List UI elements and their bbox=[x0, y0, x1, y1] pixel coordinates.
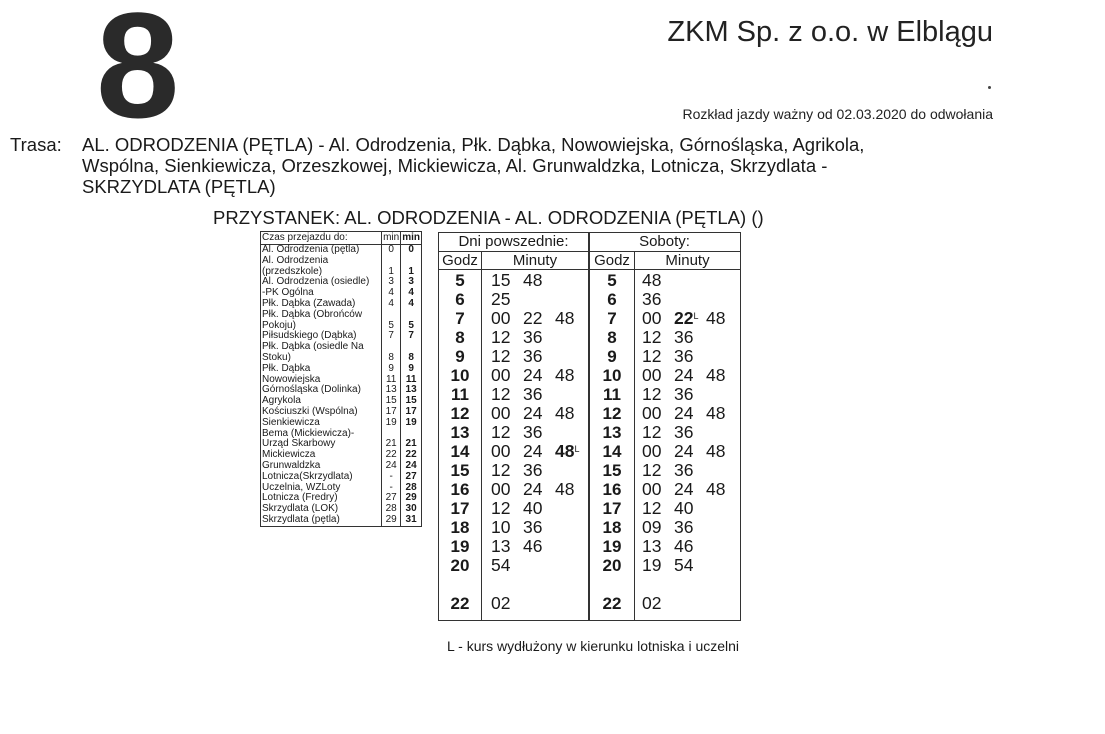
travel-time-min1: - bbox=[382, 483, 401, 494]
company-name: ZKM Sp. z o.o. w Elblągu bbox=[667, 16, 993, 48]
weekdays-minutes bbox=[491, 556, 523, 575]
saturdays-title: Soboty: bbox=[639, 233, 690, 250]
travel-time-min2: 13 bbox=[401, 385, 421, 396]
departure-minute: 12 bbox=[491, 460, 511, 480]
saturday-hour-divider bbox=[634, 251, 635, 620]
saturdays-hour: 12 bbox=[602, 404, 622, 423]
travel-time-stop: Lotnicza (Fredry) bbox=[262, 492, 338, 504]
travel-time-min1: 1 bbox=[382, 256, 401, 278]
travel-time-min2: 11 bbox=[401, 375, 421, 386]
travel-time-min2: 28 bbox=[401, 483, 421, 494]
departure-minute: 46 bbox=[674, 536, 694, 556]
travel-time-stop: Płk. Dąbka bbox=[262, 362, 311, 374]
travel-time-stop: Bema (Mickiewicza)-Urząd Skarbowy bbox=[262, 427, 355, 450]
departure-minute: 48 bbox=[706, 403, 726, 423]
departure-minute: 09 bbox=[642, 517, 662, 537]
travel-time-stop: -PK Ogólna bbox=[262, 287, 314, 299]
saturdays-hour: 16 bbox=[602, 480, 622, 499]
travel-time-min1: 27 bbox=[382, 493, 401, 504]
travel-time-min1: 15 bbox=[382, 396, 401, 407]
saturdays-hour: 11 bbox=[603, 385, 621, 404]
travel-time-min1: 24 bbox=[382, 461, 401, 472]
saturdays-hour: 13 bbox=[602, 423, 622, 442]
departure-minute: 48 bbox=[706, 365, 726, 385]
saturdays-minutes bbox=[642, 347, 706, 366]
departure-minute: 00 bbox=[491, 479, 511, 499]
weekdays-hour: 12 bbox=[450, 404, 470, 423]
saturdays-hour: 14 bbox=[602, 442, 622, 461]
saturdays-minutes bbox=[642, 537, 706, 556]
dot-mark bbox=[988, 86, 991, 89]
departure-minute: 24 bbox=[674, 441, 694, 461]
saturdays-hour: 7 bbox=[607, 309, 617, 328]
departure-minute: 40 bbox=[523, 498, 543, 518]
travel-time-stop: Płk. Dąbka (Zawada) bbox=[262, 297, 356, 309]
travel-time-min1: 9 bbox=[382, 364, 401, 375]
weekdays-hour: 17 bbox=[450, 499, 470, 518]
weekdays-minutes bbox=[491, 461, 555, 480]
departure-minute: 36 bbox=[642, 289, 662, 309]
saturdays-hour: 10 bbox=[602, 366, 622, 385]
weekdays-hour: 15 bbox=[450, 461, 470, 480]
departure-minute: 00 bbox=[642, 441, 662, 461]
departure-minute: 12 bbox=[642, 346, 662, 366]
departure-minute: 22 bbox=[523, 308, 543, 328]
saturdays-minutes bbox=[642, 518, 706, 537]
saturdays-minutes bbox=[642, 328, 706, 347]
travel-time-min2: 30 bbox=[401, 504, 421, 515]
weekdays-minutes bbox=[491, 518, 555, 537]
saturdays-minutes bbox=[642, 366, 738, 385]
travel-time-stop: Skrzydlata (pętla) bbox=[262, 513, 340, 525]
saturdays-hour: 8 bbox=[607, 328, 617, 347]
departure-minute: 48 bbox=[555, 479, 575, 499]
travel-time-min1: 4 bbox=[382, 299, 401, 310]
saturdays-hour: 17 bbox=[602, 499, 622, 518]
departure-minute: 00 bbox=[642, 308, 662, 328]
travel-time-row bbox=[261, 418, 421, 429]
travel-time-min1: 8 bbox=[382, 342, 401, 364]
timetable bbox=[438, 232, 741, 621]
travel-time-min1: - bbox=[382, 472, 401, 483]
weekdays-minutes bbox=[491, 366, 587, 385]
travel-time-stop: Al. Odrodzenia (osiedle) bbox=[262, 276, 370, 288]
travel-time-row bbox=[261, 364, 421, 375]
weekdays-hour: 13 bbox=[450, 423, 470, 442]
travel-time-header bbox=[261, 232, 421, 245]
route-text: AL. ODRODZENIA (PĘTLA) - Al. Odrodzenia, Płk. Dąbka, Nowowiejska, Górnośląska, Agrikola, Wspólna, Sienkiewicza, Orzeszkowej, Mickiewicza, Al. Grunwaldzka, Lotnicza, Skrzydlata - SKRZYDLATA (PĘTLA) bbox=[82, 134, 865, 197]
saturdays-hour: 19 bbox=[602, 537, 622, 556]
travel-time-min2: 19 bbox=[401, 418, 421, 429]
departure-minute: 48 bbox=[706, 479, 726, 499]
weekdays-minutes bbox=[491, 594, 523, 613]
departure-minute: 36 bbox=[674, 460, 694, 480]
departure-minute: 12 bbox=[491, 327, 511, 347]
travel-time-min1: 7 bbox=[382, 331, 401, 342]
departure-minute: 36 bbox=[523, 517, 543, 537]
travel-time-stop: Lotnicza(Skrzydlata) bbox=[262, 470, 353, 482]
travel-time-min1: 28 bbox=[382, 504, 401, 515]
travel-time-stop: Skrzydlata (LOK) bbox=[262, 503, 339, 515]
travel-time-row bbox=[261, 429, 421, 451]
travel-time-min2: 15 bbox=[401, 396, 421, 407]
departure-minute: 00 bbox=[491, 403, 511, 423]
departure-minute: 19 bbox=[642, 555, 662, 575]
weekdays-minutes bbox=[491, 442, 587, 461]
travel-time-stop: Uczelnia, WZLoty bbox=[262, 481, 341, 493]
departure-minute: 13 bbox=[491, 536, 511, 556]
saturdays-hour: 6 bbox=[607, 290, 617, 309]
weekdays-minutes bbox=[491, 271, 555, 290]
departure-minute: 48 bbox=[555, 403, 575, 423]
travel-time-row bbox=[261, 256, 421, 278]
departure-minute: 48 bbox=[523, 270, 543, 290]
departure-minute: 40 bbox=[674, 498, 694, 518]
departure-minute: 00 bbox=[491, 441, 511, 461]
saturdays-minutes bbox=[642, 461, 706, 480]
travel-time-min1: 13 bbox=[382, 385, 401, 396]
saturdays-minutes bbox=[642, 385, 706, 404]
departure-minute bbox=[674, 309, 706, 328]
extended-mark: L bbox=[574, 444, 580, 454]
departure-minute: 24 bbox=[523, 403, 543, 423]
route-block bbox=[10, 134, 930, 197]
travel-time-min2: 27 bbox=[401, 472, 421, 483]
line-number: 8 bbox=[96, 0, 176, 149]
departure-minute: 00 bbox=[491, 365, 511, 385]
weekdays-hour: 7 bbox=[455, 309, 465, 328]
saturdays-hour: 5 bbox=[607, 271, 617, 290]
travel-time-min2: 4 bbox=[401, 299, 421, 310]
weekdays-hour: 22 bbox=[450, 594, 470, 613]
travel-time-stop: Al. Odrodzenia (pętla) bbox=[262, 244, 360, 255]
travel-time-min2: 21 bbox=[401, 429, 421, 451]
saturdays-hour-header: Godz bbox=[594, 252, 630, 269]
saturdays-hour: 20 bbox=[602, 556, 622, 575]
travel-time-stop: Sienkiewicza bbox=[262, 416, 320, 428]
travel-time-min1: 21 bbox=[382, 429, 401, 451]
weekdays-minutes bbox=[491, 499, 555, 518]
travel-time-header-min1: min bbox=[383, 232, 400, 244]
departure-minute: 00 bbox=[642, 403, 662, 423]
saturdays-minutes bbox=[642, 271, 674, 290]
departure-minute: 13 bbox=[642, 536, 662, 556]
travel-time-stop: Płk. Dąbka (Obrońców Pokoju) bbox=[262, 308, 363, 331]
weekdays-minutes bbox=[491, 423, 555, 442]
validity-note: Rozkład jazdy ważny od 02.03.2020 do odwołania bbox=[682, 106, 993, 122]
departure-minute bbox=[555, 442, 587, 461]
travel-time-min1: 29 bbox=[382, 515, 401, 526]
travel-time-min1: 17 bbox=[382, 407, 401, 418]
extended-mark: L bbox=[693, 311, 699, 321]
departure-minute: 36 bbox=[674, 346, 694, 366]
travel-time-row bbox=[261, 342, 421, 364]
extended-departure-minute: 22 bbox=[674, 308, 694, 328]
departure-minute: 00 bbox=[642, 365, 662, 385]
departure-minute: 48 bbox=[706, 308, 726, 328]
departure-minute: 12 bbox=[642, 384, 662, 404]
departure-minute: 02 bbox=[491, 593, 511, 613]
departure-minute: 24 bbox=[523, 441, 543, 461]
weekdays-title: Dni powszednie: bbox=[458, 233, 569, 250]
saturdays-minutes-header: Minuty bbox=[665, 252, 710, 269]
departure-minute: 36 bbox=[674, 517, 694, 537]
weekdays-hour: 10 bbox=[450, 366, 470, 385]
weekdays-hour: 8 bbox=[455, 328, 465, 347]
weekdays-hour: 20 bbox=[450, 556, 470, 575]
travel-time-min1: 11 bbox=[382, 375, 401, 386]
travel-time-row bbox=[261, 472, 421, 483]
saturdays-hour: 9 bbox=[607, 347, 617, 366]
travel-time-min2: 8 bbox=[401, 342, 421, 364]
departure-minute: 12 bbox=[642, 460, 662, 480]
weekdays-hour: 14 bbox=[450, 442, 470, 461]
travel-time-stop: Agrykola bbox=[262, 395, 301, 407]
saturdays-minutes bbox=[642, 309, 738, 328]
weekdays-minutes-header: Minuty bbox=[512, 252, 558, 269]
travel-time-stop: Kościuszki (Wspólna) bbox=[262, 405, 358, 417]
travel-time-min1: 5 bbox=[382, 310, 401, 332]
departure-minute: 24 bbox=[674, 479, 694, 499]
weekdays-hour-header: Godz bbox=[442, 252, 478, 269]
travel-time-stop: Piłsudskiego (Dąbka) bbox=[262, 330, 357, 342]
travel-time-min2: 17 bbox=[401, 407, 421, 418]
saturdays-minutes bbox=[642, 442, 738, 461]
departure-minute: 10 bbox=[491, 517, 511, 537]
travel-time-min2: 31 bbox=[401, 515, 421, 526]
departure-minute: 12 bbox=[642, 422, 662, 442]
departure-minute: 24 bbox=[674, 403, 694, 423]
route-label: Trasa: bbox=[10, 134, 62, 155]
travel-time-min2: 24 bbox=[401, 461, 421, 472]
travel-time-min2: 7 bbox=[401, 331, 421, 342]
weekdays-minutes bbox=[491, 290, 523, 309]
departure-minute: 36 bbox=[523, 346, 543, 366]
travel-time-min2: 9 bbox=[401, 364, 421, 375]
departure-minute: 12 bbox=[491, 346, 511, 366]
departure-minute: 54 bbox=[491, 555, 511, 575]
travel-time-stop: Al. Odrodzenia (przedszkole) bbox=[262, 254, 329, 277]
weekdays-hour: 19 bbox=[450, 537, 470, 556]
departure-minute: 12 bbox=[491, 422, 511, 442]
travel-time-min2: 3 bbox=[401, 277, 421, 288]
departure-minute: 25 bbox=[491, 289, 511, 309]
departure-minute: 15 bbox=[491, 270, 511, 290]
travel-time-stop: Grunwaldzka bbox=[262, 459, 321, 471]
travel-time-stop: Płk. Dąbka (osiedle Na Stoku) bbox=[262, 341, 364, 363]
weekdays-minutes bbox=[491, 537, 555, 556]
travel-time-stop: Mickiewicza bbox=[262, 449, 316, 461]
travel-time-min1: 22 bbox=[382, 450, 401, 461]
travel-time-min1: 19 bbox=[382, 418, 401, 429]
travel-time-table bbox=[260, 231, 422, 527]
saturdays-minutes bbox=[642, 423, 706, 442]
departure-minute: 12 bbox=[642, 498, 662, 518]
travel-time-min2: 5 bbox=[401, 310, 421, 332]
weekdays-hour: 11 bbox=[451, 385, 469, 404]
weekdays-hour: 6 bbox=[455, 290, 465, 309]
travel-time-row bbox=[261, 515, 421, 526]
travel-time-min2: 22 bbox=[401, 450, 421, 461]
footnote: L - kurs wydłużony w kierunku lotniska i uczelni bbox=[447, 638, 740, 654]
weekdays-hour: 16 bbox=[450, 480, 470, 499]
extended-departure-minute: 48 bbox=[555, 441, 575, 461]
departure-minute: 48 bbox=[642, 270, 662, 290]
saturdays-hour: 18 bbox=[602, 518, 622, 537]
departure-minute: 48 bbox=[706, 441, 726, 461]
weekdays-minutes bbox=[491, 309, 587, 328]
travel-time-min2: 0 bbox=[401, 245, 421, 256]
weekdays-hour: 18 bbox=[450, 518, 470, 537]
travel-time-min2: 4 bbox=[401, 288, 421, 299]
weekdays-minutes bbox=[491, 480, 587, 499]
departure-minute: 36 bbox=[523, 422, 543, 442]
saturdays-hour: 22 bbox=[602, 594, 622, 613]
departure-minute: 48 bbox=[555, 365, 575, 385]
weekdays-minutes bbox=[491, 404, 587, 423]
saturdays-minutes bbox=[642, 594, 674, 613]
departure-minute: 46 bbox=[523, 536, 543, 556]
travel-time-stop: Nowowiejska bbox=[262, 373, 321, 385]
saturdays-minutes bbox=[642, 404, 738, 423]
departure-minute: 00 bbox=[642, 479, 662, 499]
departure-minute: 12 bbox=[491, 384, 511, 404]
saturdays-minutes bbox=[642, 290, 674, 309]
stop-title: PRZYSTANEK: AL. ODRODZENIA - AL. ODRODZENIA (PĘTLA) () bbox=[213, 207, 764, 228]
travel-time-row bbox=[261, 310, 421, 332]
weekdays-minutes bbox=[491, 347, 555, 366]
saturdays-minutes bbox=[642, 499, 706, 518]
departure-minute: 12 bbox=[491, 498, 511, 518]
departure-minute: 36 bbox=[674, 327, 694, 347]
weekday-hour-divider bbox=[481, 251, 482, 620]
travel-time-stop: Górnośląska (Dolinka) bbox=[262, 384, 361, 396]
travel-time-header-stop: Czas przejazdu do: bbox=[261, 232, 382, 245]
departure-minute: 00 bbox=[491, 308, 511, 328]
departure-minute: 48 bbox=[555, 308, 575, 328]
departure-minute: 54 bbox=[674, 555, 694, 575]
weekdays-hour: 5 bbox=[455, 271, 465, 290]
travel-time-min1: 4 bbox=[382, 288, 401, 299]
weekdays-minutes bbox=[491, 328, 555, 347]
travel-time-min2: 29 bbox=[401, 493, 421, 504]
departure-minute: 24 bbox=[523, 365, 543, 385]
weekdays-minutes bbox=[491, 385, 555, 404]
departure-minute: 36 bbox=[674, 384, 694, 404]
travel-time-header-min2: min bbox=[402, 232, 420, 244]
departure-minute: 12 bbox=[642, 327, 662, 347]
saturdays-minutes bbox=[642, 480, 738, 499]
departure-minute: 36 bbox=[674, 422, 694, 442]
departure-minute: 36 bbox=[523, 327, 543, 347]
travel-time-min1: 0 bbox=[382, 245, 401, 256]
saturdays-minutes bbox=[642, 556, 706, 575]
departure-minute: 36 bbox=[523, 460, 543, 480]
departure-minute: 24 bbox=[523, 479, 543, 499]
travel-time-min2: 1 bbox=[401, 256, 421, 278]
departure-minute: 02 bbox=[642, 593, 662, 613]
departure-minute: 24 bbox=[674, 365, 694, 385]
saturdays-hour: 15 bbox=[602, 461, 622, 480]
travel-time-min1: 3 bbox=[382, 277, 401, 288]
weekdays-hour: 9 bbox=[455, 347, 465, 366]
departure-minute: 36 bbox=[523, 384, 543, 404]
